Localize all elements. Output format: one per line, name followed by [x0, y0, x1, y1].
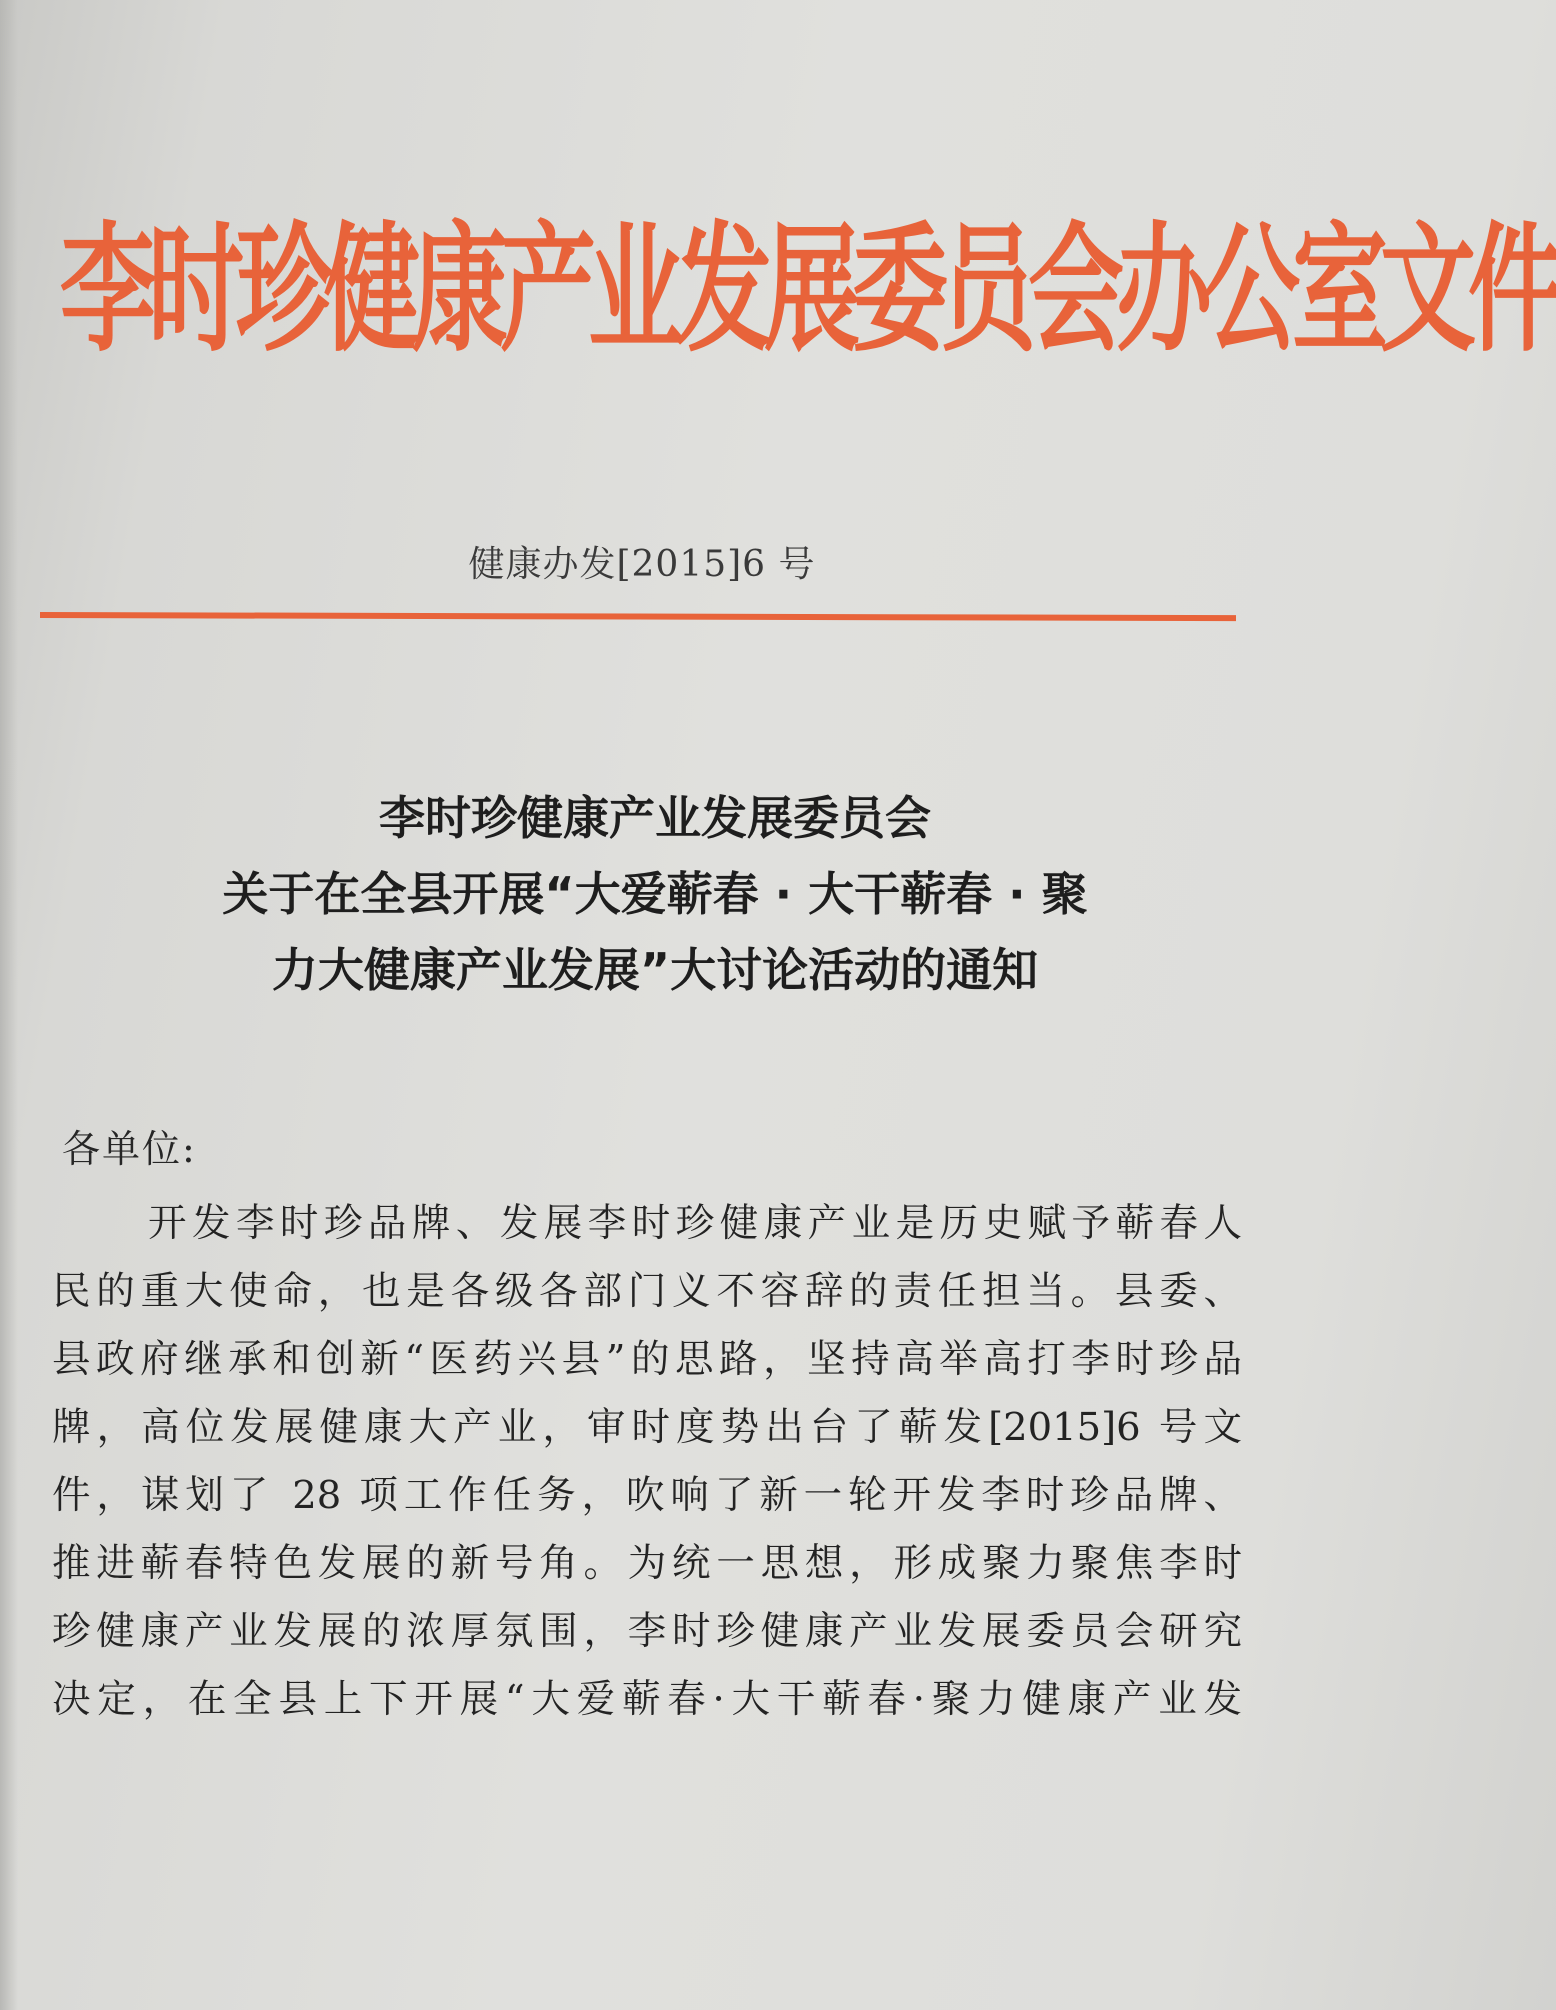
document-number: 健康办发[2015]6 号 [468, 544, 816, 585]
salutation: 各单位: [62, 1127, 197, 1171]
document-masthead: 李时珍健康产业发展委员会办公室文件 [60, 208, 1556, 372]
body-line: 决定，在全县上下开展“大爱蕲春·大干蕲春·聚力健康产业发 [52, 1677, 1242, 1722]
title-line-2: 关于在全县开展“大爱蕲春 · 大干蕲春 · 聚 [222, 867, 1088, 921]
body-line: 开发李时珍品牌、发展李时珍健康产业是历史赋予蕲春人 [148, 1201, 1242, 1246]
page-edge-shadow [0, 0, 18, 2010]
red-divider-line [40, 612, 1236, 621]
body-line: 县政府继承和创新“医药兴县”的思路，坚持高举高打李时珍品 [52, 1337, 1242, 1382]
notice-title [60, 780, 1250, 1008]
body-line: 珍健康产业发展的浓厚氛围，李时珍健康产业发展委员会研究 [52, 1609, 1242, 1654]
body-line: 推进蕲春特色发展的新号角。为统一思想，形成聚力聚焦李时 [52, 1541, 1242, 1586]
title-line-3: 力大健康产业发展”大讨论活动的通知 [271, 943, 1039, 997]
title-line-1: 李时珍健康产业发展委员会 [379, 791, 931, 845]
body-line: 件，谋划了 28 项工作任务，吹响了新一轮开发李时珍品牌、 [52, 1473, 1242, 1518]
body-line: 牌，高位发展健康大产业，审时度势出台了蕲发[2015]6 号文 [52, 1405, 1242, 1450]
body-paragraph [52, 1190, 1242, 1734]
body-line: 民的重大使命，也是各级各部门义不容辞的责任担当。县委、 [52, 1269, 1242, 1314]
